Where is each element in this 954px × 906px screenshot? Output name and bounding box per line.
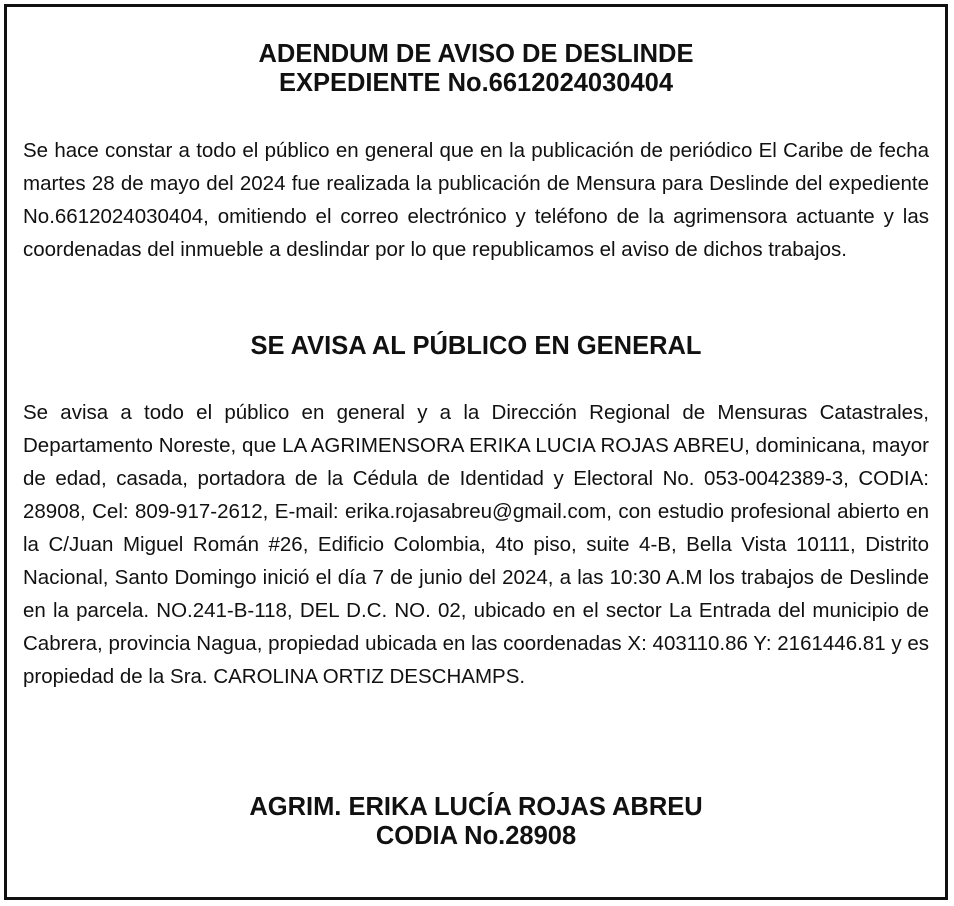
notice-frame — [4, 4, 948, 900]
signature-codia: CODIA No.28908 — [375, 822, 577, 850]
signature-name: AGRIM. ERIKA LUCÍA ROJAS ABREU — [249, 793, 703, 821]
title-line-1: ADENDUM DE AVISO DE DESLINDE — [258, 40, 694, 68]
notice-title — [7, 40, 945, 98]
signature-block — [7, 793, 945, 851]
intro-paragraph: Se hace constar a todo el público en general que en la publicación de periódico El Caribe de fecha martes 28 de mayo del 2024 fue realizada la publicación de Mensura para Deslinde del expediente No.6612024030404, omitiendo el correo electrónico y teléfono de la agrimensora actuante y las coordenadas del inmueble a deslindar por lo que republicamos el aviso de dichos trabajos. — [23, 139, 929, 261]
notice-paragraph: Se avisa a todo el público en general y a la Dirección Regional de Mensuras Catastrales, Departamento Noreste, que LA AGRIMENSORA ERIKA LUCIA ROJAS ABREU, dominicana, mayor de edad, casada, portadora de la Cédula de Identidad y Electoral No. 053-0042389-3, CODIA: 28908, Cel: 809-917-2612, E-mail: erika.rojasabreu@gmail.com, con estudio profesional abierto en la C/Juan Miguel Román #26, Edificio Colombia, 4to piso, suite 4-B, Bella Vista 10111, Distrito Nacional, Santo Domingo inició el día 7 de junio del 2024, a las 10:30 A.M los trabajos de Deslinde en la parcela. NO.241-B-118, DEL D.C. NO. 02, ubicado en el sector La Entrada del municipio de Cabrera, provincia Nagua, propiedad ubicada en las coordenadas X: 403110.86 Y: 2161446.81 y es propiedad de la Sra. CAROLINA ORTIZ DESCHAMPS. — [23, 401, 929, 688]
title-line-2: EXPEDIENTE No.6612024030404 — [278, 69, 674, 97]
section-heading: SE AVISA AL PÚBLICO EN GENERAL — [250, 332, 702, 360]
